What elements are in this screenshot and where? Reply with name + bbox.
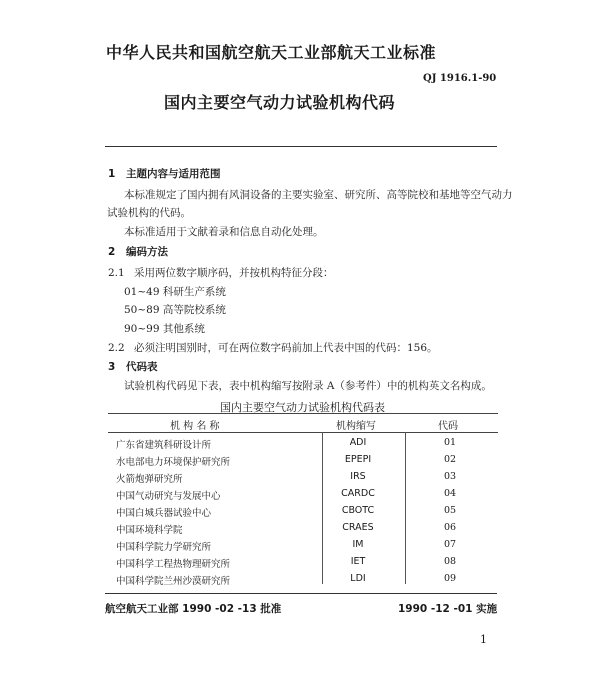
institution-name: 中国科学院兰州沙漠研究所 [116, 576, 231, 587]
institution-code: 07 [443, 539, 457, 550]
institution-code: 08 [443, 556, 457, 567]
institution-abbr: CBOTC [341, 505, 375, 516]
table-top-rule [108, 413, 498, 414]
institution-abbr: ADI [349, 437, 367, 448]
table-header-code: 代码 [438, 421, 458, 432]
implementation-date: 1990 -12 -01 实施 [398, 603, 498, 615]
code-range-1: 01~49 科研生产系统 [124, 286, 226, 298]
institution-name: 水电部电力环境保护研究所 [116, 457, 231, 468]
clause-2-1 [108, 265, 334, 280]
institution-code: 09 [443, 573, 457, 584]
section-1-heading [108, 166, 221, 181]
institution-abbr: IM [352, 539, 364, 550]
table-row [108, 471, 498, 488]
clause-2-2 [108, 340, 438, 355]
table-header-abbr: 机构缩写 [336, 421, 376, 432]
section-3-heading [108, 359, 158, 374]
section-1-para-2: 本标准适用于文献着录和信息自动化处理。 [124, 226, 324, 238]
table-row [108, 539, 498, 556]
clause-text: 必须注明国别时，可在两位数字码前加上代表中国的代码：156。 [134, 342, 438, 354]
header-rule [105, 146, 497, 147]
standard-number: QJ 1916.1-90 [423, 73, 497, 84]
institution-abbr: CRAES [342, 522, 374, 533]
section-2-heading [108, 244, 168, 259]
code-range-3: 90~99 其他系统 [124, 323, 205, 335]
table-row [108, 488, 498, 505]
institution-abbr: IET [350, 556, 366, 567]
institution-code: 05 [443, 505, 457, 516]
section-1-para-1-line-2: 试验机构的代码。 [107, 207, 191, 219]
section-heading-text: 代码表 [126, 361, 158, 373]
approval-date: 航空航天工业部 1990 -02 -13 批准 [105, 603, 282, 615]
section-3-intro: 试验机构代码见下表，表中机构缩写按附录 A（参考件）中的机构英文名构成。 [124, 380, 492, 392]
table-row [108, 437, 498, 454]
institution-code: 02 [443, 454, 457, 465]
institution-name: 火箭炮弹研究所 [116, 474, 183, 485]
table-row [108, 454, 498, 471]
institution-code: 01 [443, 437, 457, 448]
section-number: 2 [108, 246, 116, 258]
code-range-2: 50~89 高等院校系统 [124, 304, 226, 316]
institution-code: 04 [443, 488, 457, 499]
institution-abbr: CARDC [341, 488, 375, 499]
institution-code: 06 [443, 522, 457, 533]
institution-name: 中国环境科学院 [116, 525, 183, 536]
section-1-para-1-line-1: 本标准规定了国内拥有风洞设备的主要实验室、研究所、高等院校和基地等空气动力 [124, 189, 513, 201]
institution-abbr: IRS [350, 471, 366, 482]
table-row [108, 505, 498, 522]
document-title: 国内主要空气动力试验机构代码 [164, 93, 396, 112]
institution-name: 中国白城兵器试验中心 [116, 508, 212, 519]
section-number: 1 [108, 168, 116, 180]
table-header-name: 机 构 名 称 [170, 421, 220, 432]
institution-name: 广东省建筑科研设计所 [116, 440, 212, 451]
clause-text: 采用两位数字顺序码，并按机构特征分段： [134, 267, 334, 279]
section-number: 3 [108, 361, 116, 373]
clause-number: 2.2 [108, 342, 125, 354]
footer-rule [105, 593, 497, 594]
institution-name: 中国气动研究与发展中心 [116, 491, 221, 502]
institution-abbr: LDI [350, 573, 366, 584]
page-number: 1 [480, 633, 487, 646]
institution-name: 中国科学院力学研究所 [116, 542, 212, 553]
table-row [108, 573, 498, 590]
section-heading-text: 主题内容与适用范围 [126, 168, 221, 180]
table-caption: 国内主要空气动力试验机构代码表 [220, 401, 385, 414]
standard-title: 中华人民共和国航空航天工业部航天工业标准 [106, 43, 437, 62]
institution-name: 中国科学工程热物理研究所 [116, 559, 231, 570]
institution-abbr: EPEPI [344, 454, 372, 465]
section-heading-text: 编码方法 [126, 246, 168, 258]
table-row [108, 522, 498, 539]
table-row [108, 556, 498, 573]
institution-code: 03 [443, 471, 457, 482]
clause-number: 2.1 [108, 267, 125, 279]
table-header-rule [108, 432, 498, 433]
